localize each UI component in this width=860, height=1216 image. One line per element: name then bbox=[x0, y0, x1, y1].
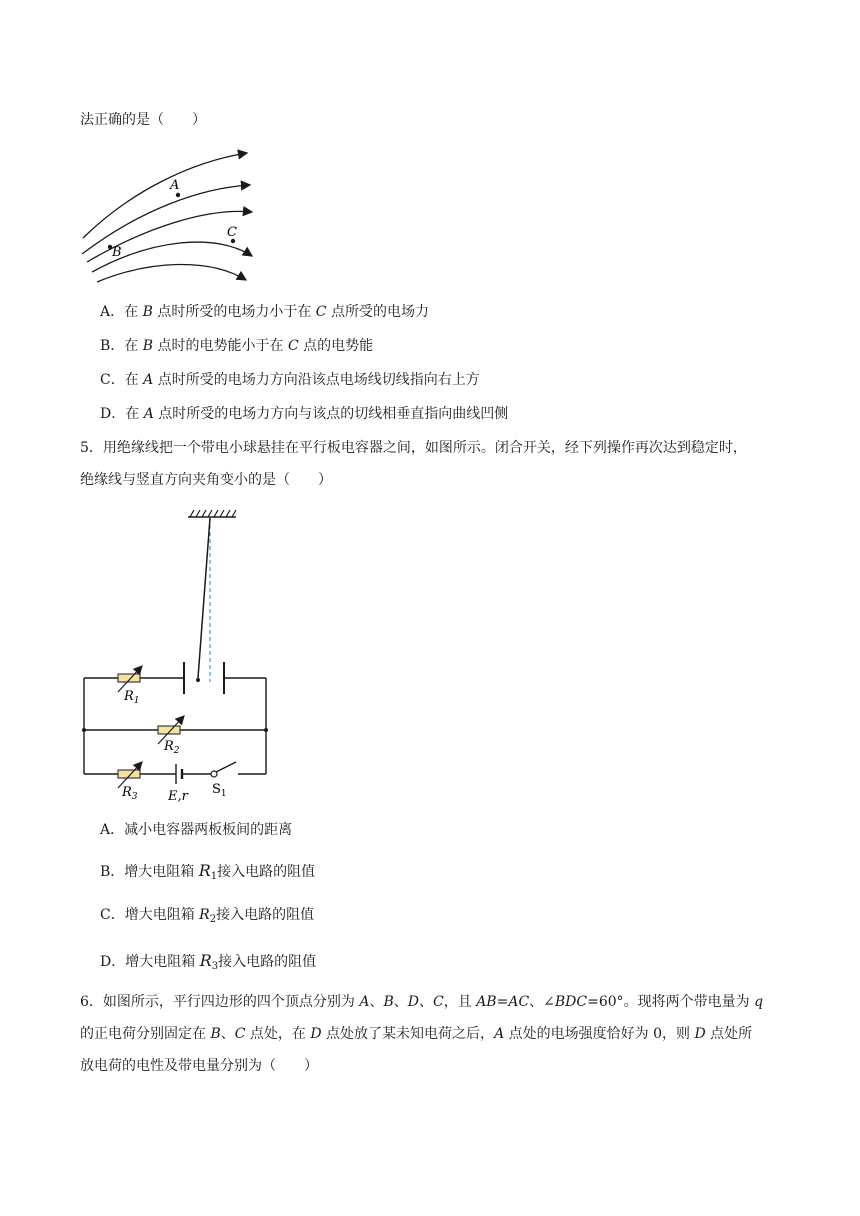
q5-stem-line-1: 5．用绝缘线把一个带电小球悬挂在平行板电容器之间，如图所示。闭合开关，经下列操作再次达到稳定时， bbox=[80, 440, 747, 456]
q5-option-b[interactable]: B．增大电阻箱 $R_1$接入电路的阻值 bbox=[100, 861, 316, 882]
svg-text:R3: $R_3$ bbox=[122, 785, 138, 802]
switch-lever bbox=[216, 762, 236, 772]
label-b: B bbox=[112, 245, 122, 260]
q4-option-b[interactable]: B．在 B 点时的电势能小于在 C 点的电势能 bbox=[100, 338, 374, 354]
charged-ball bbox=[196, 678, 200, 682]
label-a: A bbox=[170, 178, 180, 193]
q4-stem-tail: 法正确的是（ ） bbox=[80, 112, 206, 128]
q5-option-a[interactable]: A．减小电容器两板板间的距离 bbox=[100, 822, 293, 838]
label-c: C bbox=[227, 225, 237, 240]
label-switch: S bbox=[212, 782, 221, 797]
q6-stem-line-1: 6．如图所示，平行四边形的四个顶点分别为 A、B、D、C，且 AB=AC、∠BDC=60°。现将两个带电量为 q bbox=[80, 994, 764, 1010]
label-source: E,r bbox=[168, 789, 188, 804]
q6-stem-line-2: 的正电荷分别固定在 B、C 点处，在 D 点处放了某未知电荷之后，A 点处的电场强度恰好为 0，则 D 点处所 bbox=[80, 1026, 753, 1042]
label-r1: R bbox=[124, 689, 134, 704]
q5-stem-line-2: 绝缘线与竖直方向夹角变小的是（ ） bbox=[80, 472, 332, 488]
q5-option-c[interactable]: C．增大电阻箱 $R_2$接入电路的阻值 bbox=[100, 907, 315, 925]
q6-stem-line-3: 放电荷的电性及带电量分别为（ ） bbox=[80, 1058, 318, 1074]
q4-option-a[interactable]: A．在 B 点时所受的电场力小于在 C 点所受的电场力 bbox=[100, 304, 429, 320]
q5-option-d[interactable]: D．增大电阻箱 $R_3$接入电路的阻值 bbox=[100, 951, 317, 972]
q4-option-d[interactable]: D．在 A 点时所受的电场力方向与该点的切线相垂直指向曲线凹侧 bbox=[100, 406, 509, 422]
insulated-thread bbox=[198, 518, 210, 678]
label-r2: R bbox=[164, 739, 174, 754]
svg-text:R2: $R_2$ bbox=[164, 739, 180, 756]
q4-option-c[interactable]: C．在 A 点时所受的电场力方向沿该点电场线切线指向右上方 bbox=[100, 372, 480, 388]
svg-text:R1: $R_1$ bbox=[124, 689, 140, 706]
label-r3: R bbox=[122, 785, 132, 800]
svg-text:S1: $S_1$ bbox=[212, 782, 227, 799]
